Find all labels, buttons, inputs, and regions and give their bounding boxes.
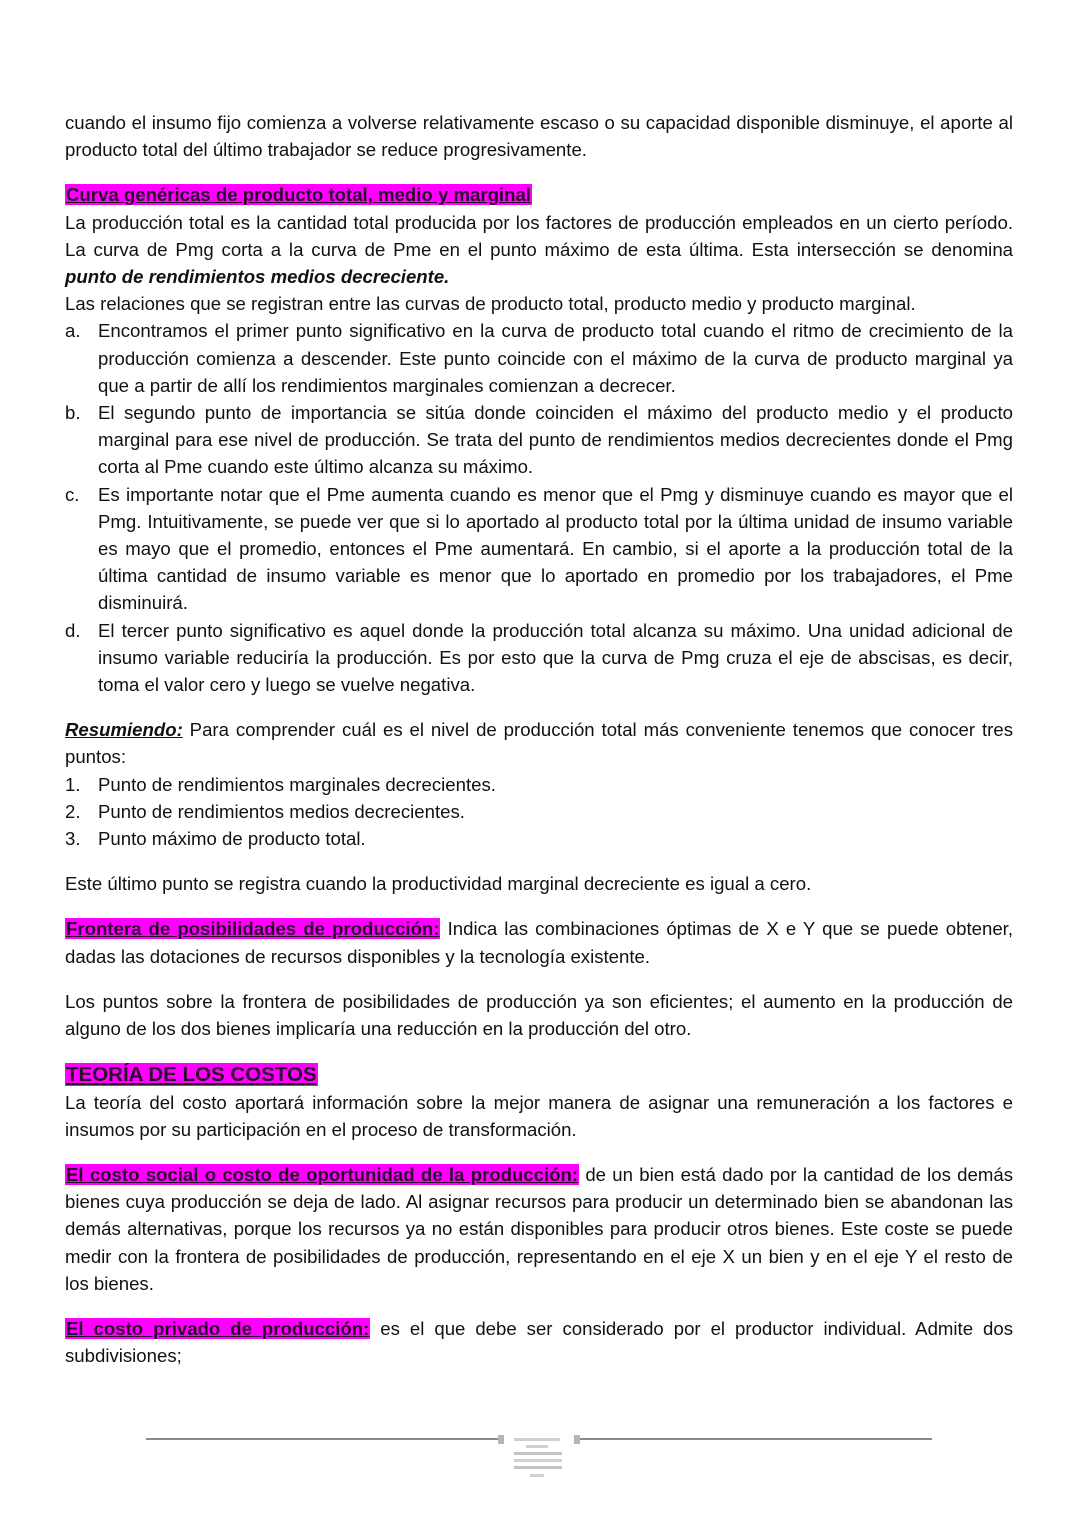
list-item-text: Punto de rendimientos marginales decrecientes.: [98, 773, 496, 795]
curvas-p1-text: La producción total es la cantidad total producida por los factores de producción empleados en un cierto período. La curva de Pmg corta a la curva de Pme en el punto máximo de esta última. Esta intersección se denomina: [65, 211, 1013, 260]
curvas-heading: Curva genéricas de producto total, medio y marginal: [66, 184, 531, 206]
curvas-paragraph-2: Las relaciones que se registran entre las curvas de producto total, producto medio y producto marginal.: [65, 293, 916, 315]
page-footer: [146, 1434, 932, 1484]
frontera-paragraph: [65, 915, 1013, 969]
list-item-text: Punto máximo de producto total.: [98, 828, 366, 850]
list-marker: 3.: [65, 828, 81, 850]
costo-social-paragraph: [65, 1161, 1013, 1297]
curvas-heading-line: [65, 181, 1013, 208]
resumen-paragraph: [65, 716, 1013, 770]
list-marker: c.: [65, 483, 80, 505]
list-item-text: El segundo punto de importancia se sitúa donde coinciden el máximo del producto medio y el producto marginal para ese nivel de producción. Se trata del punto de rendimientos medios decrecientes donde el Pmg corta al Pme cuando este último alcanza su máximo.: [98, 402, 1013, 478]
list-marker: b.: [65, 402, 81, 424]
footer-bracket-left: [498, 1435, 504, 1444]
curvas-paragraph-1: [65, 209, 1013, 291]
key-points-list-item: [65, 771, 1013, 798]
footer-logo-icon: [512, 1436, 564, 1480]
resumen-text: Para comprender cuál es el nivel de producción total más conveniente tenemos que conocer tres puntos:: [65, 719, 1013, 768]
list-marker: 2.: [65, 800, 81, 822]
list-marker: d.: [65, 619, 81, 641]
frontera-paragraph-2: Los puntos sobre la frontera de posibilidades de producción ya son eficientes; el aumento en la producción de alguno de los dos bienes implicaría una reducción en la producción del otro.: [65, 990, 1013, 1040]
costos-intro: La teoría del costo aportará información sobre la mejor manera de asignar una remuneración a los factores e insumos por su participación en el proceso de transformación.: [65, 1091, 1013, 1140]
relations-list-item: [65, 399, 1013, 481]
frontera-text: Indica las combinaciones óptimas de X e Y que se puede obtener, dadas las dotaciones de recursos disponibles y la tecnología existente.: [65, 918, 1013, 967]
curvas-p1-emphasis: punto de rendimientos medios decreciente.: [65, 266, 450, 288]
list-item-text: Encontramos el primer punto significativo en la curva de producto total cuando el ritmo de crecimiento de la producción comienza a descender. Este punto coincide con el máximo de la curva de producto marginal ya que a partir de allí los rendimientos marginales comienzan a decrecer.: [98, 320, 1013, 396]
relations-list-item: [65, 317, 1013, 399]
key-points-list-item: [65, 825, 1013, 852]
resumen-label: Resumiendo:: [65, 719, 183, 741]
document-page: [65, 109, 1013, 1369]
costo-privado-label: El costo privado de producción:: [66, 1317, 370, 1339]
costo-privado-paragraph: [65, 1315, 1013, 1369]
list-item-text: Es importante notar que el Pme aumenta cuando es menor que el Pmg y disminuye cuando es mayor que el Pmg. Intuitivamente, se puede ver que si lo aportado al producto total por la última unidad de insumo variable es mayo que el promedio, entonces el Pme aumentará. En cambio, si el aporte a la producción total de la última cantidad de insumo variable es menor que lo aportado en promedio por los trabajadores, el Pme disminuirá.: [98, 483, 1013, 614]
costo-privado-text: es el que debe ser considerado por el productor individual. Admite dos subdivisiones;: [65, 1317, 1014, 1367]
list-item-text: El tercer punto significativo es aquel donde la producción total alcanza su máximo. Una unidad adicional de insumo variable reduciría la producción. Es por esto que la curva de Pmg cruza el eje de abscisas, es decir, toma el valor cero y luego se vuelve negativa.: [98, 619, 1013, 696]
costo-social-text: de un bien está dado por la cantidad de los demás bienes cuya producción se deja de lado. Al asignar recursos para producir un determinado bien se abandonan las demás alternativas, porque los recursos ya no están disponibles para producir otros bienes. Este coste se puede medir con la frontera de posibilidades de producción, representando en el eje X un bien y en el eje Y el resto de los bienes.: [65, 1163, 1013, 1294]
intro-paragraph: cuando el insumo fijo comienza a volverse relativamente escaso o su capacidad disponible disminuye, el aporte al producto total del último trabajador se reduce progresivamente.: [65, 112, 1013, 161]
list-marker: 1.: [65, 773, 81, 795]
footer-rule-left: [146, 1438, 498, 1440]
key-points-list-item: [65, 798, 1013, 825]
footer-rule-right: [580, 1438, 932, 1440]
relations-list-item: [65, 617, 1013, 699]
resumen-closing: Este último punto se registra cuando la productividad marginal decreciente es igual a cero.: [65, 873, 812, 895]
relations-list: [65, 317, 1013, 698]
list-marker: a.: [65, 320, 81, 342]
costo-social-label: El costo social o costo de oportunidad de la producción:: [66, 1163, 579, 1185]
key-points-list: [65, 771, 1013, 853]
frontera-label: Frontera de posibilidades de producción:: [66, 918, 440, 940]
relations-list-item: [65, 481, 1013, 617]
costos-heading-line: [65, 1061, 1013, 1088]
list-item-text: Punto de rendimientos medios decrecientes.: [98, 800, 465, 822]
costos-heading: TEORÍA DE LOS COSTOS: [66, 1063, 317, 1087]
